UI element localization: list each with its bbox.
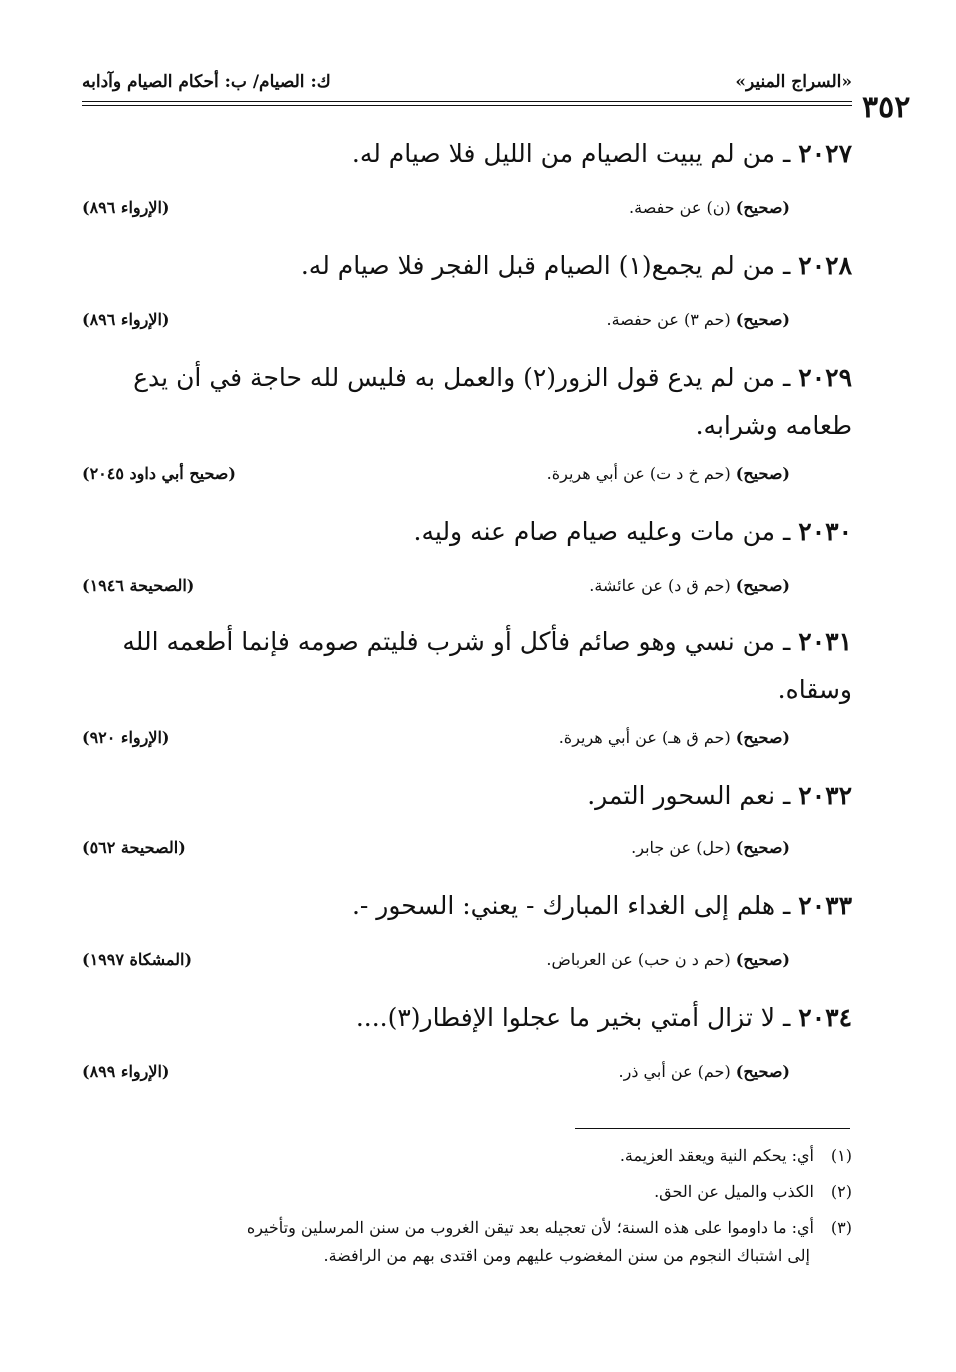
grade-and-source <box>631 838 790 857</box>
hadith-body: ـ من لم يدع قول الزور(٢) والعمل به فليس لله حاجة في أن يدع طعامه وشرابه. <box>133 363 852 440</box>
footnote-text: الكذب والميل عن الحق. <box>654 1182 814 1201</box>
hadith-source-line <box>82 464 852 490</box>
hadith-text <box>82 772 852 820</box>
footnote-text-line1: أي: ما داوموا على هذه السنة؛ لأن تعجيله بعد تيقن الغروب من سنن المرسلين وتأخيره <box>246 1218 814 1237</box>
grade: (صحيح) <box>735 838 790 857</box>
reference: (الصحيحة ٥٦٢) <box>82 838 186 857</box>
grade-and-source <box>619 1062 791 1081</box>
hadith-number: ٢٠٢٩ <box>798 363 852 392</box>
footnote-number: (١) <box>830 1146 852 1165</box>
footnote <box>82 1142 852 1170</box>
hadith-text <box>82 354 852 450</box>
grade-and-source <box>559 728 790 747</box>
grade-and-source <box>547 464 790 483</box>
hadith-source-line <box>82 1062 852 1088</box>
hadith-text <box>82 508 852 556</box>
footnote-text-line2: إلى اشتباك النجوم من سنن المغضوب عليهم ومن اقتدى بهم من الرافضة. <box>323 1246 810 1265</box>
grade: (صحيح) <box>735 1062 790 1081</box>
hadith-text <box>82 618 852 714</box>
hadith-body: ـ من لم يبيت الصيام من الليل فلا صيام له. <box>351 139 791 168</box>
reference: (المشكاة ١٩٩٧) <box>82 950 193 969</box>
footnote-rule <box>575 1128 850 1129</box>
footnote-text: أي: يحكم النية ويعقد العزيمة. <box>619 1146 814 1165</box>
grade-and-source <box>589 576 790 595</box>
hadith-text <box>82 882 852 930</box>
source: (حم د ن حب) عن العرباض. <box>546 950 731 969</box>
hadith-body: ـ نعم السحور التمر. <box>587 781 791 810</box>
hadith-body: ـ من نسي وهو صائم فأكل أو شرب فليتم صومه فإنما أطعمه الله وسقاه. <box>122 627 852 704</box>
reference: (الإرواء ٨٩٩) <box>82 1062 170 1081</box>
hadith-number: ٢٠٣١ <box>798 627 852 656</box>
reference: (الإرواء ٨٩٦) <box>82 310 170 329</box>
hadith-text <box>82 242 852 290</box>
source: (حل) عن جابر. <box>631 838 731 857</box>
reference: (الإرواء ٨٩٦) <box>82 198 170 217</box>
hadith-source-line <box>82 310 852 336</box>
hadith-body: ـ من مات وعليه صيام صام عنه وليه. <box>413 517 791 546</box>
hadith-text <box>82 994 852 1042</box>
grade-and-source <box>629 198 790 217</box>
hadith-source-line <box>82 576 852 602</box>
hadith-body: ـ من لم يجمع(١) الصيام قبل الفجر فلا صيام له. <box>300 251 791 280</box>
source: (حم ق د) عن عائشة. <box>589 576 731 595</box>
reference: (الصحيحة ١٩٤٦) <box>82 576 195 595</box>
hadith-number: ٢٠٣٢ <box>798 781 852 810</box>
page-number: ٣٥٢ <box>862 90 911 125</box>
grade-and-source <box>546 950 790 969</box>
hadith-number: ٢٠٣٠ <box>798 517 852 546</box>
hadith-body: ـ لا تزال أمتي بخير ما عجلوا الإفطار(٣).... <box>355 1003 791 1032</box>
footnote <box>82 1178 852 1206</box>
hadith-text <box>82 130 852 178</box>
grade: (صحيح) <box>735 728 790 747</box>
source: (حم ٣) عن حفصة. <box>606 310 731 329</box>
hadith-source-line <box>82 728 852 754</box>
grade-and-source <box>607 310 790 329</box>
header-rule <box>82 101 852 102</box>
footnote <box>82 1214 852 1270</box>
header-rule-second <box>82 105 852 106</box>
hadith-source-line <box>82 198 852 224</box>
hadith-number: ٢٠٢٧ <box>798 139 852 168</box>
reference: (الإرواء ٩٢٠) <box>82 728 170 747</box>
footnote-number: (٣) <box>830 1218 852 1237</box>
grade: (صحيح) <box>735 464 790 483</box>
source: (حم خ د ت) عن أبي هريرة. <box>546 464 731 483</box>
source: (حم) عن أبي ذر. <box>618 1062 731 1081</box>
grade: (صحيح) <box>735 310 790 329</box>
chapter-title: ك: الصيام/ ب: أحكام الصيام وآدابه <box>82 72 331 92</box>
book-title: «السراج المنير» <box>735 72 852 92</box>
hadith-number: ٢٠٢٨ <box>798 251 852 280</box>
source: (حم ق هـ) عن أبي هريرة. <box>558 728 731 747</box>
hadith-source-line <box>82 838 852 864</box>
hadith-source-line <box>82 950 852 976</box>
grade: (صحيح) <box>735 198 790 217</box>
reference: (صحيح أبي داود ٢٠٤٥) <box>82 464 236 483</box>
footnote-number: (٢) <box>830 1182 852 1201</box>
running-header <box>82 72 852 96</box>
source: (ن) عن حفصة. <box>629 198 731 217</box>
hadith-body: ـ هلم إلى الغداء المبارك - يعني: السحور -. <box>351 891 791 920</box>
hadith-number: ٢٠٣٣ <box>798 891 852 920</box>
grade: (صحيح) <box>735 576 790 595</box>
grade: (صحيح) <box>735 950 790 969</box>
hadith-number: ٢٠٣٤ <box>798 1003 852 1032</box>
